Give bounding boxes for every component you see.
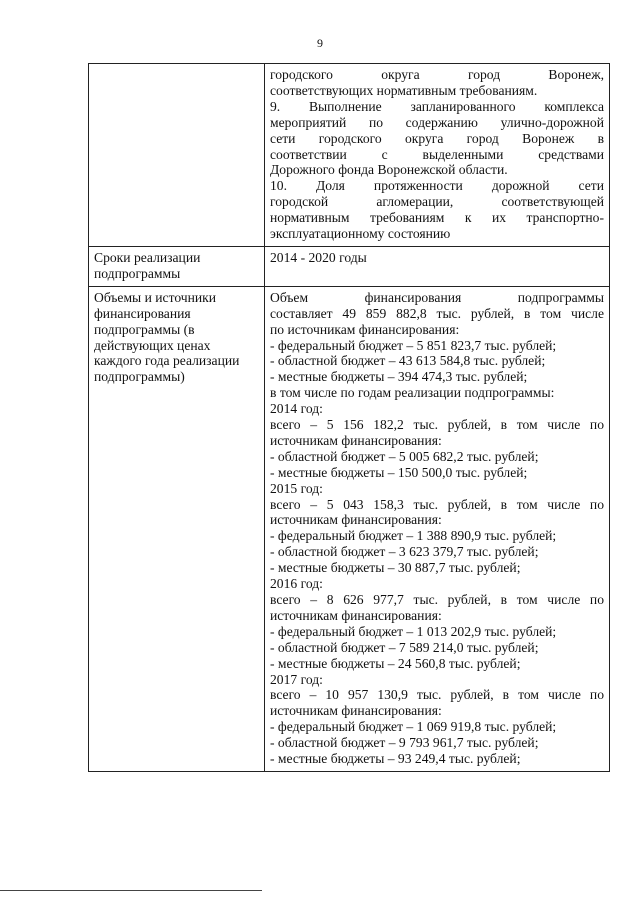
funding-label-line: подпрограммы (в: [94, 321, 195, 337]
table-row-indicators: [89, 64, 610, 247]
passport-table: [88, 63, 610, 772]
indicator-text-line: 9. Выполнение запланированного комплекса: [270, 98, 604, 114]
indicators-label-cell: [89, 64, 265, 247]
funding-text-line: составляет 49 859 882,8 тыс. рублей, в том числе: [270, 305, 604, 321]
terms-label-cell: [89, 246, 265, 286]
funding-text-line: - местные бюджеты – 93 249,4 тыс. рублей;: [270, 751, 521, 767]
funding-text-line: - местные бюджеты – 24 560,8 тыс. рублей;: [270, 655, 521, 671]
indicator-text-line: мероприятий по содержанию улично-дорожной: [270, 114, 604, 130]
terms-label-line: Сроки реализации: [94, 249, 201, 265]
indicator-text-line: Дорожного фонда Воронежской области.: [270, 162, 508, 178]
funding-text-line: - областной бюджет – 43 613 584,8 тыс. рублей;: [270, 353, 546, 369]
indicator-text-line: 10. Доля протяженности дорожной сети: [270, 178, 604, 194]
funding-text-line: по источникам финансирования:: [270, 321, 460, 337]
funding-text-line: в том числе по годам реализации подпрограммы:: [270, 385, 555, 401]
funding-label-line: каждого года реализации: [94, 353, 240, 369]
funding-text-line: - областной бюджет – 5 005 682,2 тыс. рублей;: [270, 448, 539, 464]
funding-text-line: 2017 год:: [270, 671, 323, 687]
funding-text-line: 2014 год:: [270, 401, 323, 417]
funding-text-line: всего – 5 156 182,2 тыс. рублей, в том числе по: [270, 417, 604, 433]
funding-text-line: - федеральный бюджет – 1 388 890,9 тыс. рублей;: [270, 528, 557, 544]
funding-label-line: действующих ценах: [94, 337, 211, 353]
indicator-text-line: нормативным требованиям к их транспортно-: [270, 210, 604, 226]
terms-value-cell: 2014 - 2020 годы: [265, 246, 610, 286]
funding-text-line: источникам финансирования:: [270, 607, 442, 623]
funding-text-line: источникам финансирования:: [270, 512, 442, 528]
funding-value-cell: [265, 286, 610, 771]
funding-text-line: - федеральный бюджет – 1 069 919,8 тыс. рублей;: [270, 719, 557, 735]
page-number: 9: [317, 36, 323, 50]
funding-text-line: - местные бюджеты – 394 474,3 тыс. рублей;: [270, 369, 528, 385]
funding-text-line: Объем финансирования подпрограммы: [270, 289, 604, 305]
funding-text-line: источникам финансирования:: [270, 432, 442, 448]
table-row-funding: [89, 286, 610, 771]
funding-text-line: всего – 5 043 158,3 тыс. рублей, в том числе по: [270, 496, 604, 512]
funding-text-line: 2015 год:: [270, 480, 323, 496]
indicator-text-line: эксплуатационному состоянию: [270, 226, 451, 242]
funding-text-line: - областной бюджет – 3 623 379,7 тыс. рублей;: [270, 544, 539, 560]
funding-label-line: Объемы и источники: [94, 289, 217, 305]
indicator-text-line: сети городского округа город Воронеж в: [270, 130, 604, 146]
funding-text-line: - федеральный бюджет – 1 013 202,9 тыс. рублей;: [270, 623, 557, 639]
indicators-value-cell: [265, 64, 610, 247]
funding-label-line: финансирования: [94, 305, 191, 321]
indicator-text-line: городского округа город Воронеж,: [270, 67, 604, 82]
funding-text-line: - областной бюджет – 7 589 214,0 тыс. рублей;: [270, 639, 539, 655]
funding-text-line: всего – 8 626 977,7 тыс. рублей, в том числе по: [270, 592, 604, 607]
funding-text-line: - местные бюджеты – 30 887,7 тыс. рублей;: [270, 560, 521, 576]
footer-rule: [0, 890, 262, 891]
terms-label-line: подпрограммы: [94, 265, 181, 281]
funding-text-line: - местные бюджеты – 150 500,0 тыс. рублей;: [270, 464, 528, 480]
funding-label-cell: [89, 286, 265, 771]
indicator-text-line: соответствии с выделенными средствами: [270, 146, 604, 162]
funding-text-line: - федеральный бюджет – 5 851 823,7 тыс. рублей;: [270, 337, 557, 353]
table-row-terms: [89, 246, 610, 286]
indicator-text-line: городской агломерации, соответствующей: [270, 194, 604, 210]
funding-text-line: источникам финансирования:: [270, 703, 442, 719]
funding-text-line: - областной бюджет – 9 793 961,7 тыс. рублей;: [270, 735, 539, 751]
indicator-text-line: соответствующих нормативным требованиям.: [270, 82, 538, 98]
funding-label-line: подпрограммы): [94, 369, 185, 385]
funding-text-line: 2016 год:: [270, 576, 323, 592]
funding-text-line: всего – 10 957 130,9 тыс. рублей, в том числе по: [270, 687, 604, 703]
